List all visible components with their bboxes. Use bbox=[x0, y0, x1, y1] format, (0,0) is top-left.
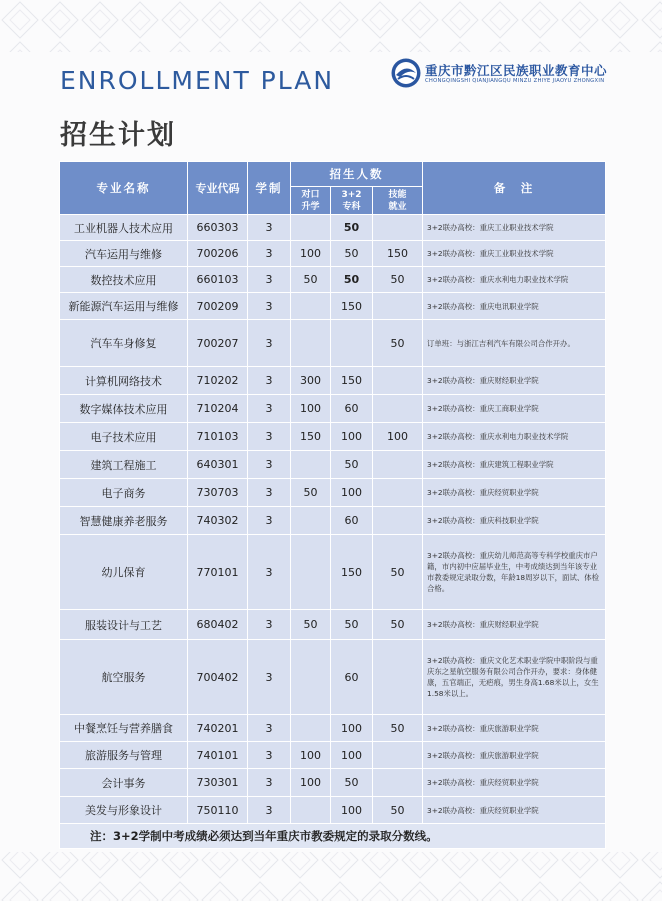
years-cell: 3 bbox=[248, 215, 291, 241]
major-name-cell: 美发与形象设计 bbox=[60, 797, 188, 824]
years-cell: 3 bbox=[248, 742, 291, 769]
header-major-name: 专业名称 bbox=[60, 162, 188, 215]
table-row bbox=[60, 395, 606, 423]
shengxue-count-cell: 150 bbox=[291, 423, 331, 451]
jiuye-count-cell: 50 bbox=[373, 715, 423, 742]
major-code-cell: 660303 bbox=[188, 215, 248, 241]
zhuanke-count-cell: 50 bbox=[331, 769, 373, 797]
zhuanke-count-cell: 60 bbox=[331, 507, 373, 535]
table-row bbox=[60, 507, 606, 535]
school-logo-icon bbox=[390, 57, 422, 89]
table-row bbox=[60, 423, 606, 451]
jiuye-count-cell: 50 bbox=[373, 797, 423, 824]
remarks-cell: 3+2联办高校：重庆文化艺术职业学院中职阶段与重庆东之星航空服务有限公司合作开办，要求：身体健康，五官端正，无疤痕，男生身高1.68米以上，女生1.58米以上。 bbox=[423, 640, 606, 715]
table-row bbox=[60, 320, 606, 367]
zhuanke-count-cell: 100 bbox=[331, 715, 373, 742]
shengxue-count-cell bbox=[291, 215, 331, 241]
major-name-cell: 电子技术应用 bbox=[60, 423, 188, 451]
major-code-cell: 640301 bbox=[188, 451, 248, 479]
major-name-cell: 电子商务 bbox=[60, 479, 188, 507]
major-code-cell: 680402 bbox=[188, 610, 248, 640]
remarks-cell: 3+2联办高校：重庆工业职业技术学院 bbox=[423, 215, 606, 241]
shengxue-count-cell: 50 bbox=[291, 479, 331, 507]
remarks-cell: 订单班：与浙江吉利汽车有限公司合作开办。 bbox=[423, 320, 606, 367]
major-code-cell: 730301 bbox=[188, 769, 248, 797]
table-body bbox=[60, 215, 606, 824]
jiuye-count-cell: 50 bbox=[373, 610, 423, 640]
major-code-cell: 700207 bbox=[188, 320, 248, 367]
years-cell: 3 bbox=[248, 320, 291, 367]
school-pinyin: CHONGQINGSHI QIANJIANGQU MINZU ZHIYE JIAOYU ZHONGXIN bbox=[425, 78, 605, 84]
major-name-cell: 旅游服务与管理 bbox=[60, 742, 188, 769]
zhuanke-count-cell: 50 bbox=[331, 215, 373, 241]
jiuye-count-cell: 50 bbox=[373, 535, 423, 610]
major-code-cell: 750110 bbox=[188, 797, 248, 824]
major-name-cell: 计算机网络技术 bbox=[60, 367, 188, 395]
remarks-cell: 3+2联办高校：重庆经贸职业学院 bbox=[423, 797, 606, 824]
shengxue-count-cell bbox=[291, 320, 331, 367]
jiuye-count-cell bbox=[373, 451, 423, 479]
years-cell: 3 bbox=[248, 451, 291, 479]
table-row bbox=[60, 610, 606, 640]
zhuanke-count-cell: 60 bbox=[331, 395, 373, 423]
header-sub-jiuye: 技能 就业 bbox=[373, 187, 423, 215]
jiuye-count-cell bbox=[373, 507, 423, 535]
page-header bbox=[0, 0, 662, 151]
remarks-cell: 3+2联办高校：重庆财经职业学院 bbox=[423, 610, 606, 640]
years-cell: 3 bbox=[248, 715, 291, 742]
table-row bbox=[60, 451, 606, 479]
shengxue-count-cell: 100 bbox=[291, 395, 331, 423]
shengxue-count-cell bbox=[291, 797, 331, 824]
years-cell: 3 bbox=[248, 395, 291, 423]
remarks-cell: 3+2联办高校：重庆经贸职业学院 bbox=[423, 479, 606, 507]
table-row bbox=[60, 267, 606, 293]
shengxue-count-cell: 50 bbox=[291, 267, 331, 293]
major-code-cell: 700209 bbox=[188, 293, 248, 320]
major-name-cell: 新能源汽车运用与维修 bbox=[60, 293, 188, 320]
major-name-cell: 航空服务 bbox=[60, 640, 188, 715]
years-cell: 3 bbox=[248, 769, 291, 797]
jiuye-count-cell bbox=[373, 395, 423, 423]
table-row bbox=[60, 293, 606, 320]
major-name-cell: 服装设计与工艺 bbox=[60, 610, 188, 640]
table-row bbox=[60, 640, 606, 715]
jiuye-count-cell bbox=[373, 742, 423, 769]
shengxue-count-cell: 100 bbox=[291, 769, 331, 797]
remarks-cell: 3+2联办高校：重庆旅游职业学院 bbox=[423, 715, 606, 742]
major-code-cell: 740302 bbox=[188, 507, 248, 535]
major-code-cell: 710204 bbox=[188, 395, 248, 423]
table-row bbox=[60, 479, 606, 507]
jiuye-count-cell bbox=[373, 215, 423, 241]
remarks-cell: 3+2联办高校：重庆旅游职业学院 bbox=[423, 742, 606, 769]
shengxue-count-cell bbox=[291, 715, 331, 742]
years-cell: 3 bbox=[248, 610, 291, 640]
table-row bbox=[60, 367, 606, 395]
zhuanke-count-cell: 100 bbox=[331, 797, 373, 824]
remarks-cell: 3+2联办高校：重庆幼儿师范高等专科学校重庆市户籍，市内初中应届毕业生，中考成绩达到当年该专业市教委规定录取分数，年龄18周岁以下，面试、体检合格。 bbox=[423, 535, 606, 610]
remarks-cell: 3+2联办高校：重庆工业职业技术学院 bbox=[423, 241, 606, 267]
jiuye-count-cell: 150 bbox=[373, 241, 423, 267]
remarks-cell: 3+2联办高校：重庆建筑工程职业学院 bbox=[423, 451, 606, 479]
table-row bbox=[60, 241, 606, 267]
zhuanke-count-cell: 150 bbox=[331, 535, 373, 610]
shengxue-count-cell bbox=[291, 451, 331, 479]
english-title: ENROLLMENT PLAN bbox=[60, 66, 335, 95]
remarks-cell: 3+2联办高校：重庆科技职业学院 bbox=[423, 507, 606, 535]
header-enrollment: 招生人数 bbox=[291, 162, 423, 187]
major-name-cell: 数字媒体技术应用 bbox=[60, 395, 188, 423]
jiuye-count-cell bbox=[373, 367, 423, 395]
header-remarks: 备 注 bbox=[423, 162, 606, 215]
major-name-cell: 幼儿保育 bbox=[60, 535, 188, 610]
jiuye-count-cell: 50 bbox=[373, 267, 423, 293]
years-cell: 3 bbox=[248, 507, 291, 535]
zhuanke-count-cell: 150 bbox=[331, 293, 373, 320]
page-title: 招生计划 bbox=[60, 120, 176, 151]
header-sub-zhuanke: 3+2 专科 bbox=[331, 187, 373, 215]
shengxue-count-cell: 50 bbox=[291, 610, 331, 640]
table-row bbox=[60, 535, 606, 610]
major-name-cell: 数控技术应用 bbox=[60, 267, 188, 293]
major-code-cell: 710202 bbox=[188, 367, 248, 395]
jiuye-count-cell bbox=[373, 769, 423, 797]
major-code-cell: 660103 bbox=[188, 267, 248, 293]
table-row bbox=[60, 742, 606, 769]
major-code-cell: 710103 bbox=[188, 423, 248, 451]
major-name-cell: 中餐烹饪与营养膳食 bbox=[60, 715, 188, 742]
years-cell: 3 bbox=[248, 797, 291, 824]
jiuye-count-cell bbox=[373, 293, 423, 320]
zhuanke-count-cell bbox=[331, 320, 373, 367]
header-sub-shengxue: 对口 升学 bbox=[291, 187, 331, 215]
years-cell: 3 bbox=[248, 293, 291, 320]
shengxue-count-cell bbox=[291, 293, 331, 320]
major-name-cell: 汽车车身修复 bbox=[60, 320, 188, 367]
table-footnote: 注：3+2学制中考成绩必须达到当年重庆市教委规定的录取分数线。 bbox=[60, 824, 606, 849]
table-row bbox=[60, 769, 606, 797]
header-code: 专业代码 bbox=[188, 162, 248, 215]
school-name: 重庆市黔江区民族职业教育中心 bbox=[425, 63, 608, 78]
table-row bbox=[60, 797, 606, 824]
major-name-cell: 智慧健康养老服务 bbox=[60, 507, 188, 535]
shengxue-count-cell: 100 bbox=[291, 742, 331, 769]
major-code-cell: 740201 bbox=[188, 715, 248, 742]
years-cell: 3 bbox=[248, 241, 291, 267]
major-name-cell: 工业机器人技术应用 bbox=[60, 215, 188, 241]
remarks-cell: 3+2联办高校：重庆工商职业学院 bbox=[423, 395, 606, 423]
shengxue-count-cell bbox=[291, 535, 331, 610]
jiuye-count-cell: 100 bbox=[373, 423, 423, 451]
years-cell: 3 bbox=[248, 423, 291, 451]
years-cell: 3 bbox=[248, 640, 291, 715]
shengxue-count-cell bbox=[291, 507, 331, 535]
zhuanke-count-cell: 60 bbox=[331, 640, 373, 715]
header-years: 学制 bbox=[248, 162, 291, 215]
major-code-cell: 740101 bbox=[188, 742, 248, 769]
table-row bbox=[60, 715, 606, 742]
table-row bbox=[60, 215, 606, 241]
zhuanke-count-cell: 50 bbox=[331, 610, 373, 640]
years-cell: 3 bbox=[248, 267, 291, 293]
remarks-cell: 3+2联办高校：重庆财经职业学院 bbox=[423, 367, 606, 395]
remarks-cell: 3+2联办高校：重庆水利电力职业技术学院 bbox=[423, 267, 606, 293]
major-code-cell: 770101 bbox=[188, 535, 248, 610]
major-name-cell: 会计事务 bbox=[60, 769, 188, 797]
remarks-cell: 3+2联办高校：重庆经贸职业学院 bbox=[423, 769, 606, 797]
enrollment-table bbox=[59, 161, 606, 849]
zhuanke-count-cell: 100 bbox=[331, 479, 373, 507]
major-code-cell: 700206 bbox=[188, 241, 248, 267]
zhuanke-count-cell: 100 bbox=[331, 742, 373, 769]
shengxue-count-cell: 300 bbox=[291, 367, 331, 395]
shengxue-count-cell: 100 bbox=[291, 241, 331, 267]
years-cell: 3 bbox=[248, 479, 291, 507]
major-name-cell: 建筑工程施工 bbox=[60, 451, 188, 479]
zhuanke-count-cell: 50 bbox=[331, 241, 373, 267]
jiuye-count-cell bbox=[373, 479, 423, 507]
zhuanke-count-cell: 150 bbox=[331, 367, 373, 395]
remarks-cell: 3+2联办高校：重庆水利电力职业技术学院 bbox=[423, 423, 606, 451]
zhuanke-count-cell: 50 bbox=[331, 451, 373, 479]
major-code-cell: 700402 bbox=[188, 640, 248, 715]
major-name-cell: 汽车运用与维修 bbox=[60, 241, 188, 267]
years-cell: 3 bbox=[248, 535, 291, 610]
jiuye-count-cell: 50 bbox=[373, 320, 423, 367]
zhuanke-count-cell: 50 bbox=[331, 267, 373, 293]
remarks-cell: 3+2联办高校：重庆电讯职业学院 bbox=[423, 293, 606, 320]
major-code-cell: 730703 bbox=[188, 479, 248, 507]
zhuanke-count-cell: 100 bbox=[331, 423, 373, 451]
jiuye-count-cell bbox=[373, 640, 423, 715]
shengxue-count-cell bbox=[291, 640, 331, 715]
years-cell: 3 bbox=[248, 367, 291, 395]
